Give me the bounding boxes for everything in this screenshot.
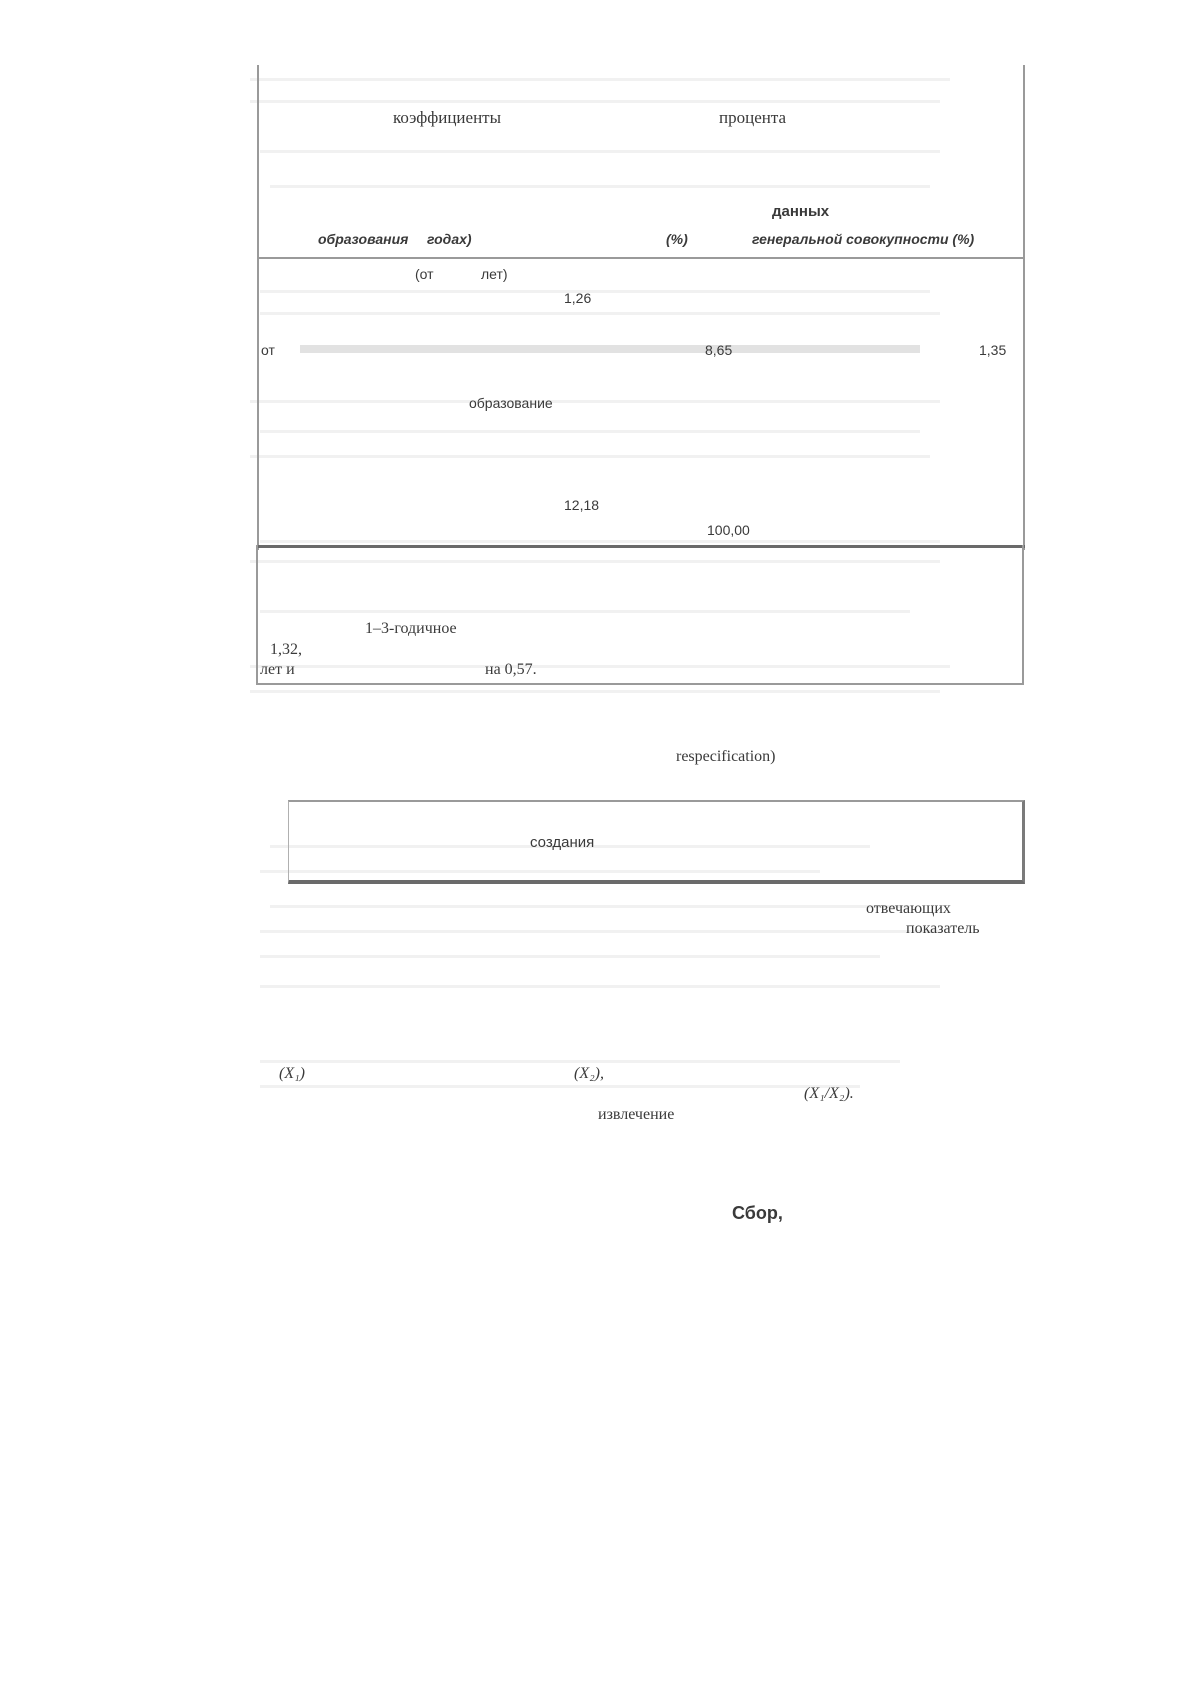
header-education: образования [318, 231, 409, 247]
header-years: годах) [427, 231, 472, 247]
x1-text: (X₁) [279, 1065, 305, 1082]
row-education: образование [469, 395, 553, 411]
note-one-three-year: 1–3-годичное [365, 620, 457, 637]
header-data: данных [772, 203, 830, 220]
note-box [256, 545, 1024, 685]
note-by-0-57: на 0,57. [485, 661, 537, 678]
callout-creation: создания [530, 834, 595, 851]
table-left-border [257, 65, 259, 550]
table-header-rule [257, 257, 1025, 259]
x1x2-text: (X₁/X₂). [804, 1085, 854, 1102]
corresponding-text: отвечающих [866, 900, 951, 917]
note-value-1-32: 1,32, [270, 641, 302, 658]
callout-box [288, 800, 1025, 884]
value-1-26: 1,26 [564, 290, 592, 306]
extraction-text: извлечение [598, 1106, 675, 1123]
x2-text: (X₂), [574, 1065, 604, 1082]
row-from: от [261, 342, 275, 358]
value-12-18: 12,18 [564, 497, 600, 513]
coefficients-text: коэффициенты [393, 108, 502, 127]
table-right-border [1023, 65, 1025, 550]
percent-text: процента [719, 108, 787, 127]
header-percent: (%) [666, 231, 688, 247]
row-from-paren: (от [415, 266, 434, 282]
indicator-text: показатель [906, 920, 980, 937]
value-1-35: 1,35 [979, 342, 1007, 358]
collection-heading: Сбор, [732, 1203, 783, 1223]
respecification-text: respecification) [676, 748, 776, 765]
row-years-paren: лет) [481, 266, 508, 282]
note-years-and: лет и [260, 661, 295, 678]
value-100: 100,00 [707, 522, 750, 538]
header-population: генеральной совокупности (%) [752, 231, 975, 247]
value-8-65: 8,65 [705, 342, 733, 358]
